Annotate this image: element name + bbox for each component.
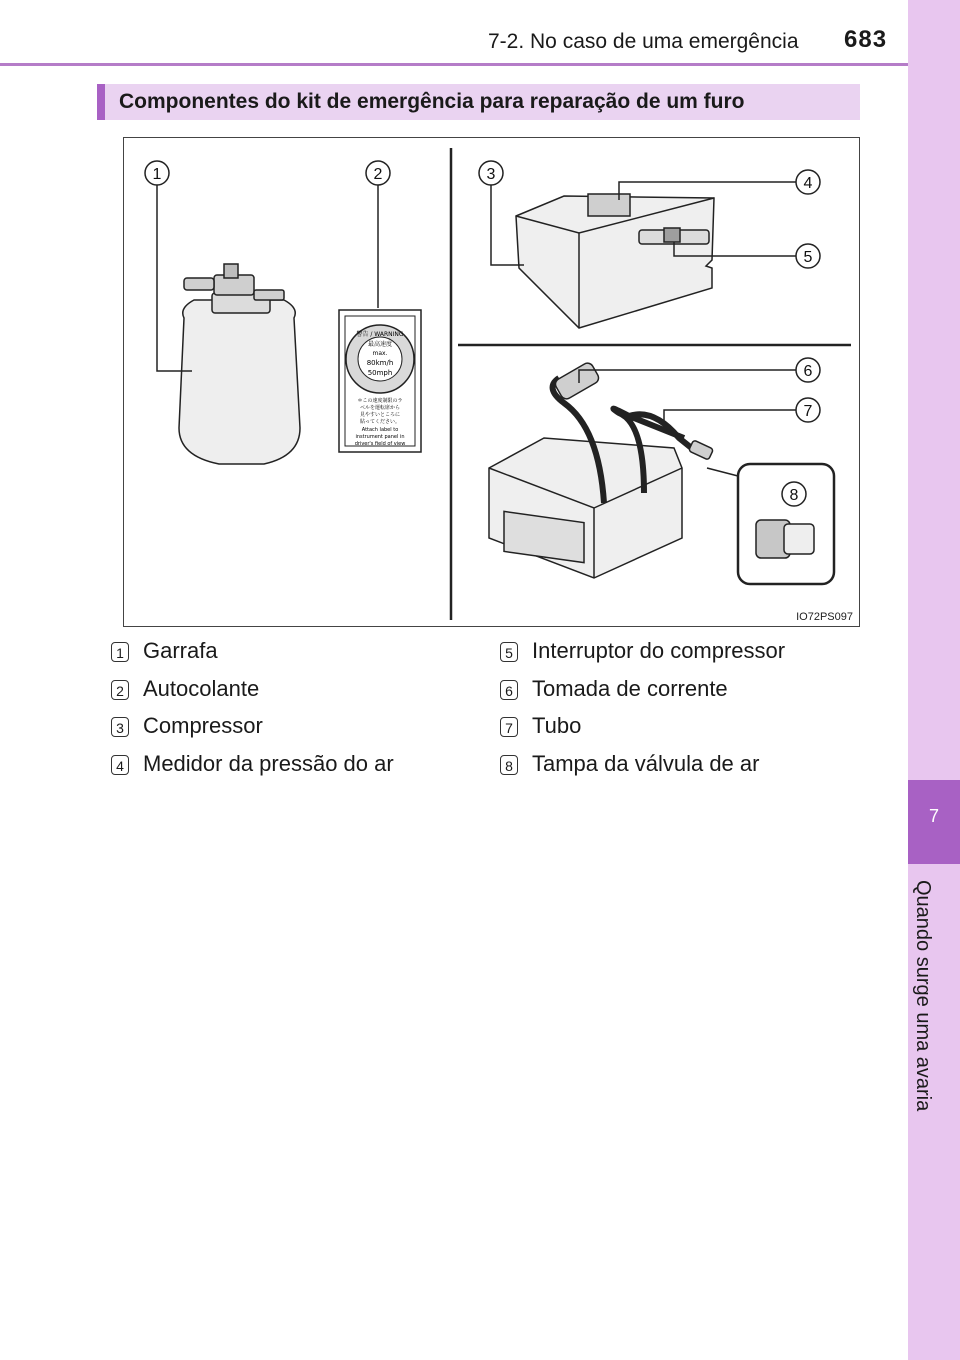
legend-text: Garrafa (143, 638, 218, 663)
figure-svg (124, 138, 861, 628)
legend-text: Tampa da válvula de ar (532, 750, 760, 776)
bottle-illustration (179, 264, 300, 464)
sticker-speed-mph: 50mph (367, 369, 393, 377)
callout-1: 1 (152, 166, 162, 183)
callout-6: 6 (803, 363, 813, 380)
section-heading-text: Componentes do kit de emergência para reparação de um furo (119, 90, 745, 113)
legend-number: 1 (111, 642, 129, 662)
sticker-note-en-1: Attach label to (361, 427, 399, 433)
callout-5: 5 (803, 249, 813, 266)
legend-number: 2 (111, 680, 129, 700)
legend-number: 6 (500, 680, 518, 700)
legend-number: 8 (500, 755, 518, 775)
sticker-note-en-2: instrument panel in (355, 434, 405, 440)
sticker-note-1: ＊この速度制限のラ (357, 398, 403, 404)
legend-number: 4 (111, 755, 129, 775)
sticker-max: max. (372, 350, 388, 357)
page-number: 683 (844, 26, 888, 53)
sticker-note-3: 見やすいところに (359, 412, 401, 418)
compressor-open-illustration (489, 361, 714, 578)
callout-2: 2 (373, 166, 383, 183)
page-header-title: 7-2. No caso de uma emergência (488, 30, 799, 53)
legend-text: Tubo (532, 713, 582, 738)
legend-number: 5 (500, 642, 518, 662)
sticker-note-en-3: driver's field of view (354, 441, 406, 447)
legend-text: Interruptor do compressor (532, 638, 786, 663)
sticker-note-2: ベルを運転席から (359, 405, 401, 411)
figure-code: IO72PS097 (796, 611, 853, 623)
side-tab (908, 0, 960, 1360)
legend-number: 3 (111, 717, 129, 737)
figure-illustration (123, 137, 860, 627)
sticker-note-4: 貼ってください。 (359, 419, 401, 425)
sticker-speed-kmh: 80km/h (366, 359, 394, 367)
callout-7: 7 (803, 403, 813, 420)
header-rule (0, 63, 908, 66)
sticker-title: 最高速度 (367, 341, 393, 348)
legend-text: Autocolante (143, 675, 260, 701)
compressor-illustration (516, 194, 714, 328)
legend-text: Tomada de corrente (532, 675, 728, 701)
chapter-label: Quando surge uma avaria (912, 880, 934, 1112)
valve-cap-inset (707, 464, 834, 584)
chapter-number: 7 (928, 806, 939, 826)
legend-text: Compressor (143, 713, 263, 738)
callout-4: 4 (803, 175, 813, 192)
callout-8: 8 (789, 487, 799, 504)
sticker-header: 警告 / WARNING (356, 331, 404, 338)
callout-3: 3 (486, 166, 496, 183)
legend-number: 7 (500, 717, 518, 737)
legend-text: Medidor da pressão do ar (143, 750, 394, 776)
section-heading (97, 84, 860, 120)
